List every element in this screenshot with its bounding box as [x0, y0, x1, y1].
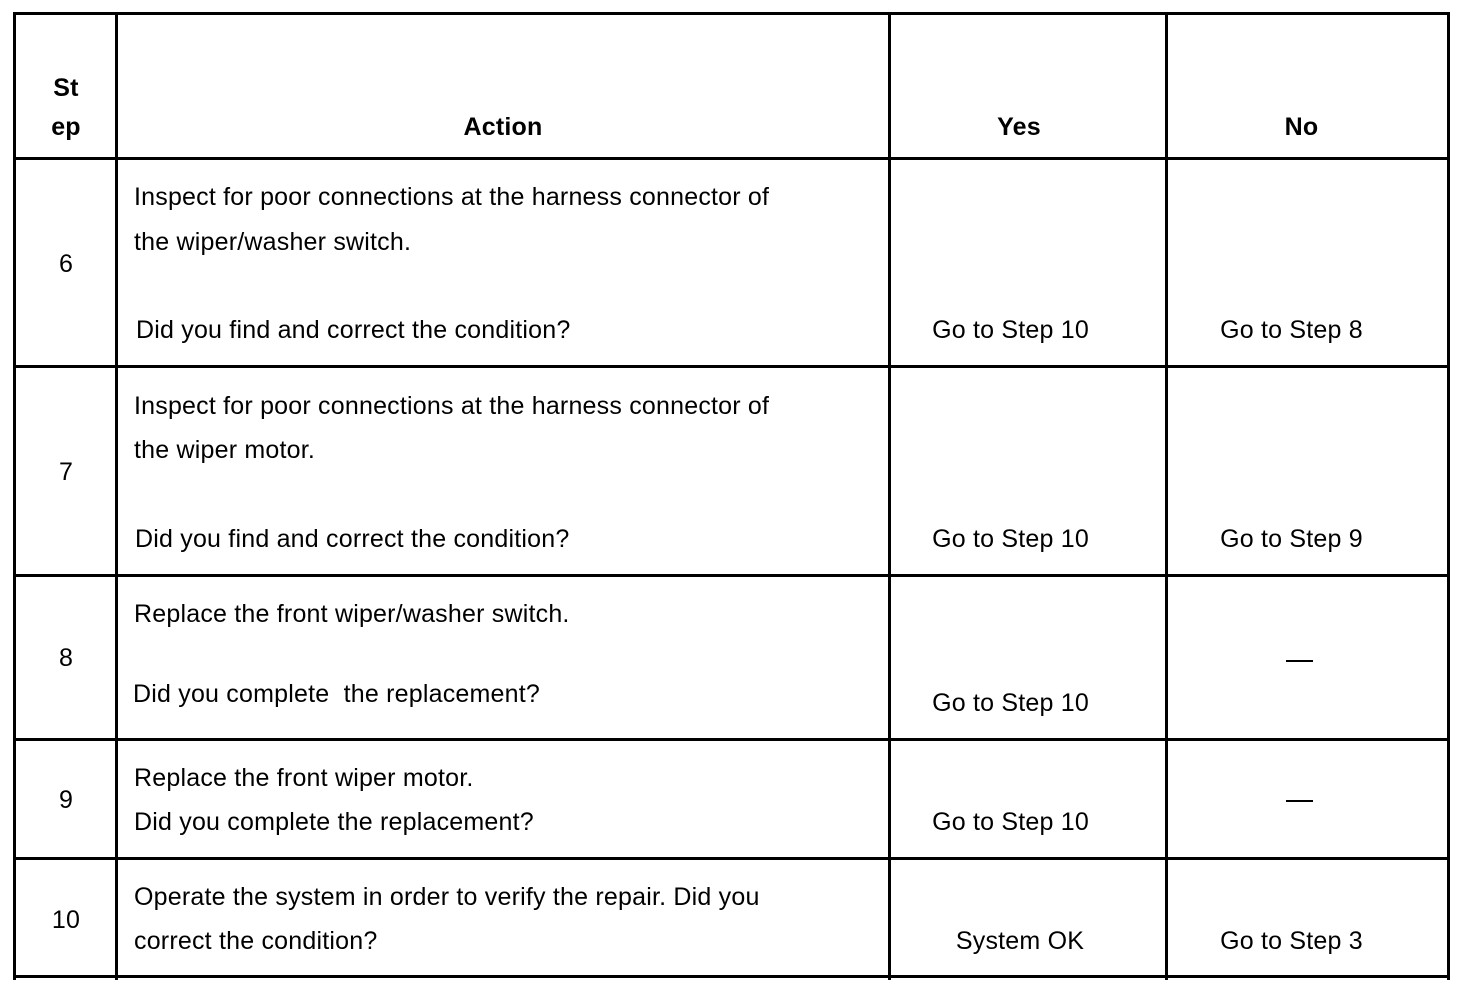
- row-divider: [13, 574, 1450, 577]
- yes-result: System OK: [955, 927, 1085, 955]
- table-border-right: [1447, 12, 1450, 980]
- yes-result: Go to Step 10: [932, 808, 1089, 836]
- action-text: Operate the system in order to verify the repair. Did you: [134, 883, 760, 911]
- yes-result: Go to Step 10: [932, 316, 1089, 344]
- column-divider: [888, 12, 891, 980]
- header-yes: Yes: [997, 113, 1041, 141]
- action-question: Did you complete the replacement?: [133, 680, 541, 708]
- table-row-step: 8: [58, 644, 74, 672]
- action-text: Replace the front wiper/washer switch.: [134, 600, 570, 628]
- table-row-step: 10: [51, 906, 81, 934]
- no-result-dash: [1286, 660, 1313, 662]
- row-divider: [13, 157, 1450, 160]
- column-divider: [1165, 12, 1168, 980]
- action-question: Did you find and correct the condition?: [135, 525, 570, 553]
- yes-result: Go to Step 10: [932, 689, 1089, 717]
- action-text: correct the condition?: [134, 927, 378, 955]
- table-border-bottom: [13, 975, 1450, 978]
- table-row-step: 9: [58, 786, 74, 814]
- action-question: Did you complete the replacement?: [134, 808, 534, 836]
- no-result: Go to Step 3: [1220, 927, 1363, 955]
- row-divider: [13, 857, 1450, 860]
- table-row-step: 7: [58, 458, 74, 486]
- table-border-left: [13, 12, 16, 980]
- table-border-top: [13, 12, 1450, 15]
- action-text: Inspect for poor connections at the harness connector of: [134, 183, 770, 211]
- header-action: Action: [463, 113, 543, 141]
- action-text: the wiper/washer switch.: [134, 228, 412, 256]
- row-divider: [13, 738, 1450, 741]
- row-divider: [13, 365, 1450, 368]
- yes-result: Go to Step 10: [932, 525, 1089, 553]
- column-divider: [115, 12, 118, 980]
- action-text: Replace the front wiper motor.: [134, 764, 474, 792]
- header-step-line1: St: [53, 74, 79, 102]
- header-no: No: [1284, 113, 1319, 141]
- header-step-line2: ep: [51, 113, 81, 141]
- no-result: Go to Step 8: [1220, 316, 1363, 344]
- no-result: Go to Step 9: [1220, 525, 1363, 553]
- table-row-step: 6: [58, 250, 74, 278]
- action-question: Did you find and correct the condition?: [136, 316, 571, 344]
- no-result-dash: [1286, 800, 1313, 802]
- action-text: the wiper motor.: [134, 436, 316, 464]
- action-text: Inspect for poor connections at the harness connector of: [134, 392, 770, 420]
